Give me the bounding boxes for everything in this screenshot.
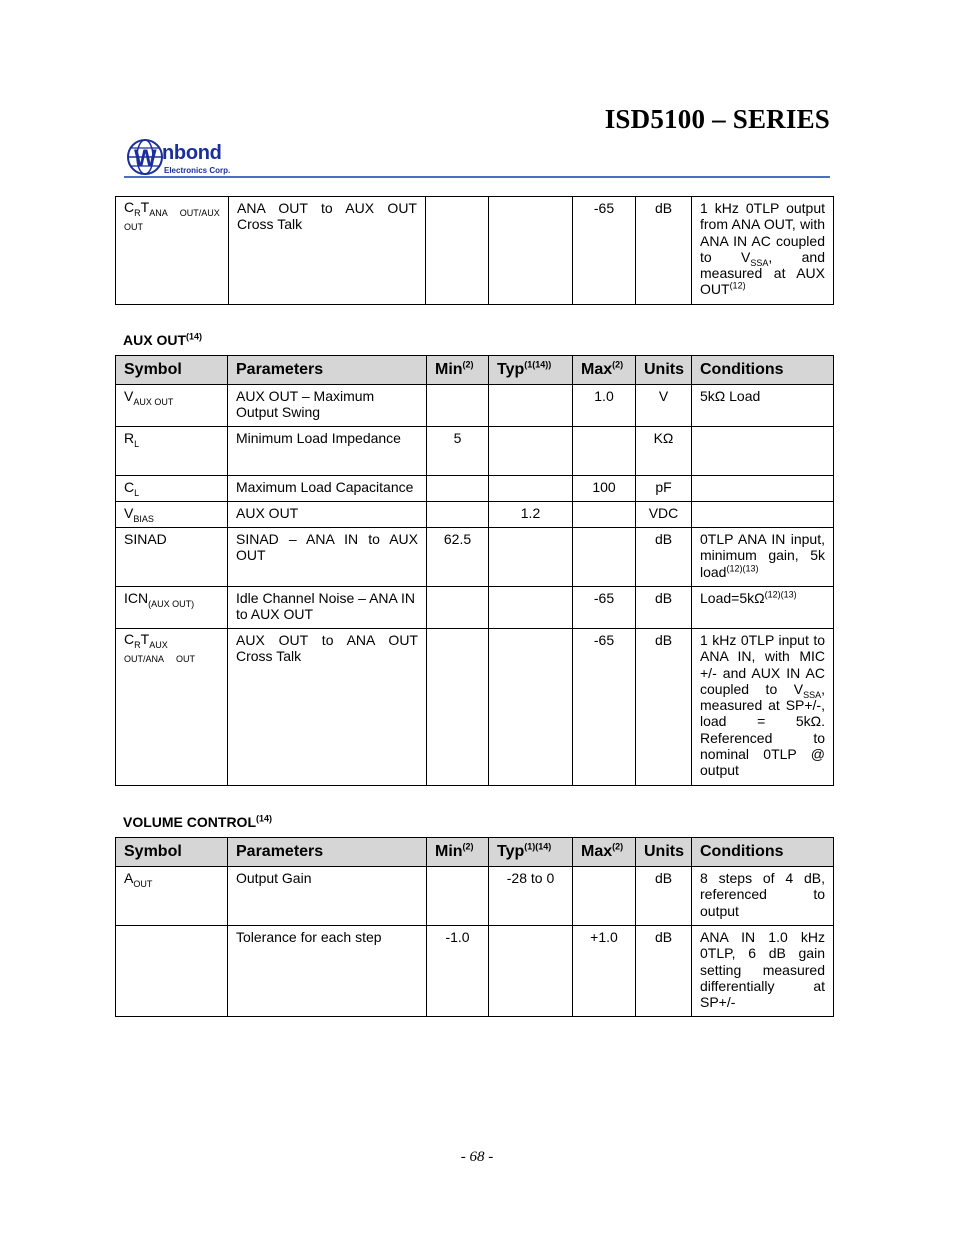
table-row — [116, 502, 834, 528]
typ-cell — [489, 197, 573, 305]
header-rule — [124, 176, 830, 178]
symbol-cell: $ICN_{(AUX OUT)}$ — [116, 587, 228, 629]
parameter-cell: SINAD – ANA IN to AUX OUT — [228, 528, 427, 587]
symbol-cell: $C_RT_{AUX OUT/ANA OUT}$ — [116, 629, 228, 786]
parameter-cell: Tolerance for each step — [228, 926, 427, 1017]
typ-cell: -28 to 0 — [489, 867, 573, 926]
min-cell — [427, 629, 489, 786]
header-parameters: Parameters — [228, 838, 427, 867]
typ-cell — [489, 926, 573, 1017]
parameter-cell: AUX OUT – Maximum Output Swing — [228, 385, 427, 427]
typ-cell — [489, 385, 573, 427]
min-cell — [427, 476, 489, 502]
units-cell: dB — [636, 528, 692, 587]
header-typ: Typ$^{(1(14))}$ — [489, 356, 573, 385]
table-row — [116, 385, 834, 427]
conditions-cell: ANA IN 1.0 kHz 0TLP, 6 dB gain setting measured differentially at SP+/- — [692, 926, 834, 1017]
conditions-cell — [692, 476, 834, 502]
symbol-cell: $A_{OUT}$ — [116, 867, 228, 926]
min-cell — [427, 385, 489, 427]
max-cell — [573, 528, 636, 587]
units-cell: dB — [636, 926, 692, 1017]
parameter-cell: Minimum Load Impedance — [228, 427, 427, 476]
document-title: ISD5100 – SERIES — [604, 104, 830, 134]
page-number: - 68 - — [460, 1149, 494, 1165]
aux-out-table — [115, 355, 834, 786]
symbol-cell — [116, 926, 228, 1017]
typ-cell — [489, 587, 573, 629]
header-typ: Typ$^{(1)(14)}$ — [489, 838, 573, 867]
units-cell: V — [636, 385, 692, 427]
header-symbol: Symbol — [116, 838, 228, 867]
units-cell: dB — [636, 587, 692, 629]
min-cell — [426, 197, 489, 305]
units-cell: pF — [636, 476, 692, 502]
conditions-cell: 5kΩ Load — [692, 385, 834, 427]
symbol-cell: $C_RT_{ANA OUT/AUX OUT}$ — [116, 197, 229, 305]
table-row — [116, 926, 834, 1017]
parameter-cell: ANA OUT to AUX OUT Cross Talk — [229, 197, 426, 305]
symbol-cell: $V_{BIAS}$ — [116, 502, 228, 528]
max-cell — [573, 867, 636, 926]
table-row — [116, 197, 834, 305]
header-max: Max$^{(2)}$ — [573, 838, 636, 867]
min-cell: -1.0 — [427, 926, 489, 1017]
units-cell: dB — [636, 867, 692, 926]
max-cell — [573, 502, 636, 528]
conditions-cell: 8 steps of 4 dB, referenced to output — [692, 867, 834, 926]
volume-control-section-title: VOLUME CONTROL$^{(14)}$ — [123, 813, 273, 830]
max-cell: -65 — [573, 197, 636, 305]
symbol-cell: $C_L$ — [116, 476, 228, 502]
table-row — [116, 528, 834, 587]
conditions-cell: 1 kHz 0TLP output from ANA OUT, with ANA IN AC coupled to $V_{SSA}$, and measured at AUX OUT$^{(12)}$ — [692, 197, 834, 305]
symbol-cell: SINAD — [116, 528, 228, 587]
header-units: Units — [636, 356, 692, 385]
globe-logo-icon — [126, 138, 166, 178]
table-header-row — [116, 356, 834, 385]
table-row — [116, 629, 834, 786]
logo-initial: W — [134, 145, 157, 172]
parameter-cell: Idle Channel Noise – ANA IN to AUX OUT — [228, 587, 427, 629]
table-row — [116, 587, 834, 629]
header-min: Min$^{(2)}$ — [427, 356, 489, 385]
min-cell — [427, 867, 489, 926]
max-cell: 100 — [573, 476, 636, 502]
conditions-cell — [692, 427, 834, 476]
volume-control-table — [115, 837, 834, 1017]
units-cell: VDC — [636, 502, 692, 528]
logo-brand: nbond — [162, 142, 222, 164]
conditions-cell: $Load=5k\Omega^{(12)(13)}$ — [692, 587, 834, 629]
min-cell — [427, 502, 489, 528]
typ-cell — [489, 427, 573, 476]
min-cell: 62.5 — [427, 528, 489, 587]
conditions-cell — [692, 502, 834, 528]
crosstalk-table — [115, 196, 834, 305]
header-symbol: Symbol — [116, 356, 228, 385]
header-units: Units — [636, 838, 692, 867]
max-cell — [573, 427, 636, 476]
typ-cell — [489, 528, 573, 587]
units-cell: KΩ — [636, 427, 692, 476]
header-conditions: Conditions — [692, 838, 834, 867]
header-parameters: Parameters — [228, 356, 427, 385]
header-min: Min$^{(2)}$ — [427, 838, 489, 867]
max-cell: -65 — [573, 629, 636, 786]
conditions-cell: 0TLP ANA IN input, minimum gain, 5k load$^{(12)(13)}$ — [692, 528, 834, 587]
max-cell: -65 — [573, 587, 636, 629]
parameter-cell: Output Gain — [228, 867, 427, 926]
table-row — [116, 427, 834, 476]
logo-subtitle: Electronics Corp. — [164, 166, 231, 175]
max-cell: 1.0 — [573, 385, 636, 427]
typ-cell — [489, 629, 573, 786]
header-max: Max$^{(2)}$ — [573, 356, 636, 385]
units-cell: dB — [636, 629, 692, 786]
units-cell: dB — [636, 197, 692, 305]
symbol-cell: $R_L$ — [116, 427, 228, 476]
parameter-cell: Maximum Load Capacitance — [228, 476, 427, 502]
min-cell: 5 — [427, 427, 489, 476]
symbol-cell: $V_{AUX OUT}$ — [116, 385, 228, 427]
header-conditions: Conditions — [692, 356, 834, 385]
typ-cell: 1.2 — [489, 502, 573, 528]
max-cell: +1.0 — [573, 926, 636, 1017]
conditions-cell: 1 kHz 0TLP input to ANA IN, with MIC +/- and AUX IN AC coupled to $V_{SSA}$, measured at SP+/-, load = 5kΩ. Referenced to nominal 0TLP @ output — [692, 629, 834, 786]
min-cell — [427, 587, 489, 629]
aux-out-section-title: AUX OUT$^{(14)}$ — [123, 331, 203, 348]
table-header-row — [116, 838, 834, 867]
table-row — [116, 867, 834, 926]
table-row — [116, 476, 834, 502]
parameter-cell: AUX OUT to ANA OUT Cross Talk — [228, 629, 427, 786]
parameter-cell: AUX OUT — [228, 502, 427, 528]
winbond-logo — [126, 138, 256, 180]
typ-cell — [489, 476, 573, 502]
